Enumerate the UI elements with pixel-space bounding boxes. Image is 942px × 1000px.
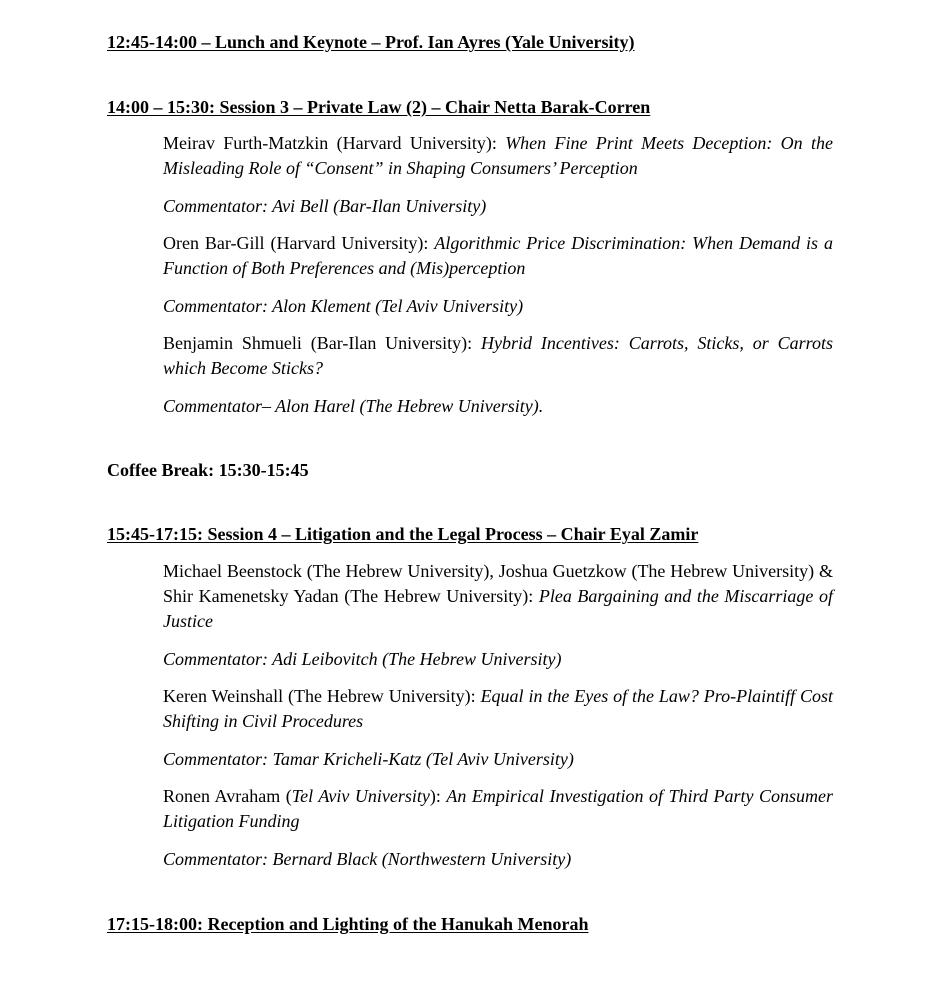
session3-paper-1 <box>163 131 833 181</box>
paper-authors: Benjamin Shmueli (Bar-Ilan University): <box>163 333 482 353</box>
paper-title: Algorithmic Price Discrimination: When Demand is a Function of Both Preferences and (Mis)perception <box>163 233 833 278</box>
paper-title: Hybrid Incentives: Carrots, Sticks, or Carrots which Become Sticks? <box>163 333 833 378</box>
paper-authors-close: ): <box>429 786 447 806</box>
session4-heading: 15:45-17:15: Session 4 – Litigation and the Legal Process – Chair Eyal Zamir <box>107 524 699 544</box>
session3-commentator-2: Commentator: Alon Klement (Tel Aviv University) <box>163 296 524 316</box>
session3-commentator-1: Commentator: Avi Bell (Bar-Ilan University) <box>163 196 487 216</box>
paper-title: When Fine Print Meets Deception: On the Misleading Role of “Consent” in Shaping Consumers’ Perception <box>163 133 833 178</box>
paper-authors: Oren Bar-Gill (Harvard University): <box>163 233 435 253</box>
session3-paper-2 <box>163 231 833 281</box>
reception-heading: 17:15-18:00: Reception and Lighting of the Hanukah Menorah <box>107 914 589 934</box>
session4-commentator-1: Commentator: Adi Leibovitch (The Hebrew University) <box>163 649 562 669</box>
session4-commentator-2: Commentator: Tamar Kricheli-Katz (Tel Aviv University) <box>163 749 574 769</box>
paper-authors: Michael Beenstock (The Hebrew University), Joshua Guetzkow (The Hebrew University) & Shir Kamenetsky Yadan (The Hebrew University): <box>163 561 833 606</box>
session4-paper-2 <box>163 684 833 734</box>
session4-commentator-3: Commentator: Bernard Black (Northwestern University) <box>163 849 572 869</box>
session3-commentator-3: Commentator– Alon Harel (The Hebrew University). <box>163 396 544 416</box>
paper-authors-affiliation: Tel Aviv University <box>291 786 430 806</box>
paper-authors: Meirav Furth-Matzkin (Harvard University): <box>163 133 506 153</box>
session4-paper-3 <box>163 784 833 834</box>
lunch-heading: 12:45-14:00 – Lunch and Keynote – Prof. Ian Ayres (Yale University) <box>107 32 635 52</box>
session3-heading: 14:00 – 15:30: Session 3 – Private Law (2) – Chair Netta Barak-Corren <box>107 97 651 117</box>
paper-title: An Empirical Investigation of Third Party Consumer Litigation Funding <box>163 786 834 831</box>
paper-authors: Keren Weinshall (The Hebrew University): <box>163 686 481 706</box>
paper-title: Equal in the Eyes of the Law? Pro-Plaintiff Cost Shifting in Civil Procedures <box>163 686 833 731</box>
paper-authors: Ronen Avraham ( <box>163 786 292 806</box>
paper-title: Plea Bargaining and the Miscarriage of Justice <box>163 586 833 631</box>
session4-paper-1 <box>163 559 833 634</box>
session3-paper-3 <box>163 331 833 381</box>
coffee-break: Coffee Break: 15:30-15:45 <box>107 460 309 480</box>
